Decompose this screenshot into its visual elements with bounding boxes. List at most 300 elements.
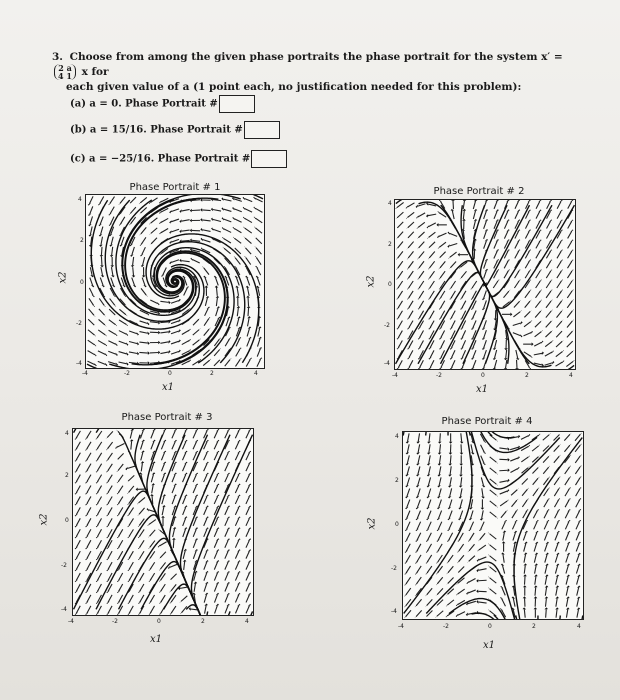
field-arrow <box>204 562 207 570</box>
field-arrow-head <box>438 442 442 444</box>
field-arrow <box>108 362 116 365</box>
field-arrow <box>161 584 166 591</box>
field-arrow <box>565 489 569 496</box>
trajectory-curve <box>74 491 203 615</box>
field-arrow <box>408 242 413 248</box>
field-arrow <box>193 551 196 559</box>
field-arrow <box>117 444 125 448</box>
field-arrow <box>171 229 179 232</box>
field-arrow <box>204 319 209 326</box>
field-arrow <box>504 211 507 219</box>
field-arrow-head <box>502 541 506 543</box>
field-arrow <box>557 311 562 318</box>
field-arrow <box>192 259 200 263</box>
field-arrow <box>567 261 571 268</box>
field-arrow-head <box>106 436 109 439</box>
field-arrow <box>554 500 558 507</box>
field-arrow <box>213 200 221 201</box>
field-arrow <box>101 267 103 275</box>
field-arrow <box>577 587 579 595</box>
field-arrow <box>202 220 210 221</box>
p1-ytick-m4: -4 <box>76 360 82 367</box>
field-arrow <box>225 529 228 537</box>
field-arrow <box>438 533 442 540</box>
field-arrow <box>418 433 419 441</box>
field-arrow <box>567 291 572 298</box>
field-arrow <box>398 340 402 347</box>
field-arrow-head <box>534 585 538 587</box>
field-arrow <box>502 599 506 607</box>
field-arrow-head <box>566 596 570 598</box>
field-arrow <box>118 453 124 459</box>
field-arrow <box>547 221 551 228</box>
field-arrow <box>141 227 146 233</box>
field-arrow <box>98 330 105 335</box>
field-arrow <box>576 489 580 496</box>
field-arrow <box>101 247 102 255</box>
field-arrow <box>409 291 414 298</box>
field-arrow <box>448 566 453 572</box>
field-arrow <box>119 540 123 547</box>
field-arrow <box>245 218 252 222</box>
field-arrow <box>513 532 516 540</box>
field-arrow <box>76 584 80 591</box>
field-arrow <box>225 562 228 570</box>
field-arrow <box>535 332 542 337</box>
field-arrow <box>555 522 558 530</box>
field-arrow <box>172 485 175 493</box>
field-arrow <box>159 542 166 546</box>
field-arrow <box>151 474 153 482</box>
field-arrow <box>428 511 431 519</box>
field-arrow <box>532 446 539 451</box>
field-arrow <box>141 463 142 471</box>
field-arrow <box>246 507 250 515</box>
field-arrow <box>484 350 487 358</box>
field-arrow <box>183 496 186 504</box>
field-arrow <box>490 479 497 484</box>
field-arrow <box>535 291 540 298</box>
field-arrow <box>108 507 112 514</box>
field-arrow <box>484 300 487 308</box>
field-arrow <box>76 475 80 482</box>
field-arrow <box>87 453 91 460</box>
field-arrow <box>566 576 568 584</box>
field-arrow <box>171 341 179 344</box>
field-arrow <box>543 456 549 462</box>
field-arrow <box>407 511 410 519</box>
field-arrow <box>469 544 474 550</box>
field-arrow <box>546 301 551 308</box>
p4-ytick-4: 4 <box>395 433 399 440</box>
field-arrow <box>567 351 573 357</box>
field-arrow <box>225 474 229 482</box>
p1-xtick-0: 0 <box>168 370 172 377</box>
field-arrow <box>484 330 487 338</box>
field-arrow <box>129 606 133 613</box>
field-arrow <box>407 455 409 463</box>
field-arrow <box>246 359 250 366</box>
field-arrow <box>129 486 134 493</box>
field-arrow <box>204 329 209 335</box>
field-arrow <box>143 257 145 265</box>
field-arrow <box>495 350 497 358</box>
portrait-4-title: Phase Portrait # 4 <box>441 416 533 427</box>
field-arrow <box>119 584 123 591</box>
field-arrow <box>494 251 497 259</box>
p3-ytick-0: 0 <box>65 517 69 524</box>
field-arrow <box>398 331 402 338</box>
field-arrow <box>225 360 230 367</box>
field-arrow <box>398 241 403 247</box>
field-arrow <box>97 464 101 471</box>
field-arrow <box>419 331 423 338</box>
field-arrow <box>556 331 562 337</box>
field-arrow <box>419 301 423 308</box>
field-arrow <box>141 452 143 460</box>
field-arrow <box>546 281 551 288</box>
part-a-label: (a) a = 0. Phase Portrait # <box>70 98 218 110</box>
field-arrow <box>258 288 260 296</box>
field-arrow-head <box>406 226 409 229</box>
field-arrow <box>555 533 558 541</box>
field-arrow <box>160 562 165 569</box>
field-arrow <box>544 522 547 530</box>
field-arrow <box>524 609 525 617</box>
field-arrow-head <box>198 318 201 321</box>
field-arrow <box>76 453 80 460</box>
field-arrow <box>524 322 531 327</box>
field-arrow <box>139 332 147 334</box>
field-arrow <box>214 573 217 581</box>
trajectory-curve <box>191 435 252 615</box>
field-arrow <box>490 435 497 440</box>
field-arrow <box>577 576 579 584</box>
field-arrow <box>545 565 547 573</box>
field-arrow <box>457 612 465 616</box>
field-arrow <box>182 341 189 345</box>
field-arrow <box>214 431 218 439</box>
field-arrow-head <box>194 582 198 584</box>
field-arrow <box>235 584 238 592</box>
field-arrow <box>129 595 133 602</box>
field-arrow <box>256 238 262 244</box>
field-arrow-head <box>151 483 155 485</box>
field-arrow <box>473 311 476 319</box>
field-arrow <box>119 309 125 314</box>
p4-xtick-m4: -4 <box>398 623 404 630</box>
field-arrow <box>192 240 200 241</box>
field-arrow <box>193 496 196 504</box>
field-arrow <box>202 230 210 232</box>
field-arrow <box>97 475 101 482</box>
field-arrow <box>429 242 435 248</box>
field-arrow <box>246 258 251 265</box>
field-arrow-head <box>246 296 250 298</box>
field-arrow <box>535 301 540 308</box>
field-arrow <box>437 611 443 617</box>
field-arrow-head <box>116 458 119 461</box>
field-arrow <box>183 551 185 559</box>
field-arrow <box>428 488 431 496</box>
field-arrow <box>556 362 563 366</box>
field-arrow <box>151 431 154 439</box>
question-line1-end: x for <box>81 66 109 78</box>
trajectory-curve <box>485 432 492 436</box>
field-arrow <box>397 222 403 228</box>
field-arrow <box>140 431 143 439</box>
field-arrow <box>515 251 519 258</box>
field-arrow <box>140 197 146 202</box>
field-arrow <box>132 278 135 286</box>
field-arrow <box>257 359 261 367</box>
field-arrow <box>120 197 125 204</box>
field-arrow <box>439 500 442 508</box>
field-arrow <box>567 271 572 278</box>
field-arrow <box>109 330 116 334</box>
field-arrow <box>214 442 218 450</box>
field-arrow <box>556 352 563 357</box>
field-arrow <box>214 551 217 559</box>
field-arrow <box>76 551 80 558</box>
field-arrow <box>97 518 101 525</box>
field-arrow <box>534 353 542 355</box>
field-arrow <box>108 464 113 471</box>
field-arrow <box>502 522 505 530</box>
field-arrow <box>171 219 179 222</box>
field-arrow <box>506 350 507 358</box>
field-arrow <box>193 330 199 336</box>
field-arrow <box>88 351 95 355</box>
field-arrow <box>119 551 123 558</box>
field-arrow <box>139 342 147 343</box>
field-arrow <box>557 241 561 248</box>
field-arrow <box>566 565 568 573</box>
field-arrow <box>161 218 168 222</box>
field-arrow <box>484 221 487 229</box>
field-arrow <box>449 499 452 507</box>
p2-ytick-4: 4 <box>388 200 392 207</box>
field-arrow <box>235 442 239 450</box>
p1-ytick-m2: -2 <box>76 320 82 327</box>
field-arrow-head <box>577 607 581 609</box>
field-arrow <box>149 520 156 525</box>
field-arrow <box>89 196 93 204</box>
field-arrow <box>193 540 196 548</box>
field-arrow <box>204 551 207 559</box>
p3-xtick-0: 0 <box>157 618 161 625</box>
field-arrow-head <box>459 496 463 498</box>
field-arrow <box>419 251 424 257</box>
field-arrow <box>139 352 147 353</box>
field-arrow <box>532 467 538 473</box>
field-arrow <box>171 351 179 354</box>
field-arrow-head <box>561 340 564 343</box>
field-arrow <box>515 271 519 278</box>
field-arrow <box>418 222 425 227</box>
field-arrow <box>162 474 165 482</box>
field-arrow <box>108 497 112 504</box>
matrix-r1c2: a <box>66 63 72 73</box>
field-arrow <box>171 331 179 334</box>
field-arrow <box>469 556 475 562</box>
field-arrow <box>248 308 249 316</box>
field-arrow-head <box>150 494 154 496</box>
field-arrow <box>205 308 209 316</box>
field-arrow-head <box>190 219 192 223</box>
field-arrow-head <box>545 585 549 587</box>
field-arrow <box>407 489 410 497</box>
field-arrow <box>88 340 95 345</box>
field-arrow-head <box>141 461 145 463</box>
field-arrow <box>577 609 579 617</box>
field-arrow <box>133 267 134 275</box>
portrait-4-vector-field <box>403 432 583 619</box>
field-arrow <box>119 352 127 354</box>
matrix-r2c1: 4 <box>58 71 64 81</box>
field-arrow <box>458 589 465 594</box>
part-c-label: (c) a = −25/16. Phase Portrait # <box>70 153 251 165</box>
field-arrow <box>493 281 498 288</box>
field-arrow <box>204 507 207 515</box>
field-arrow-head <box>481 496 485 498</box>
portrait-4-field <box>402 431 584 620</box>
field-arrow <box>536 251 540 258</box>
field-arrow <box>398 251 403 258</box>
field-arrow <box>90 227 92 235</box>
field-arrow <box>223 219 231 222</box>
field-arrow <box>418 232 424 238</box>
field-arrow <box>535 576 536 584</box>
field-arrow <box>543 435 549 441</box>
p4-ylabel: x2 <box>366 517 378 530</box>
field-arrow-head <box>481 508 485 510</box>
field-arrow-head <box>448 485 452 487</box>
field-arrow <box>482 488 483 496</box>
field-arrow <box>130 430 132 438</box>
field-arrow <box>76 518 80 525</box>
field-arrow <box>429 455 431 463</box>
field-arrow <box>182 330 189 334</box>
field-arrow <box>417 533 421 541</box>
trajectory-curve <box>206 611 207 615</box>
field-arrow <box>406 588 411 595</box>
question-number: 3. <box>52 51 63 63</box>
field-arrow <box>566 587 568 595</box>
field-arrow-head <box>460 441 464 443</box>
portrait-1-field <box>85 194 265 369</box>
field-arrow <box>245 248 251 254</box>
field-arrow <box>490 534 497 539</box>
portrait-1-vector-field <box>86 195 264 368</box>
field-arrow <box>119 595 123 602</box>
field-arrow <box>100 217 103 225</box>
part-c <box>70 150 287 168</box>
field-arrow <box>407 477 410 485</box>
field-arrow <box>163 268 167 276</box>
field-arrow <box>514 281 519 288</box>
field-arrow <box>535 321 541 327</box>
field-arrow <box>479 557 487 560</box>
trajectory-curve <box>249 611 252 615</box>
field-arrow <box>449 233 457 236</box>
field-arrow <box>397 212 403 218</box>
field-arrow <box>205 298 207 306</box>
question-line1: Choose from among the given phase portraits the phase portrait for the system x′ = <box>69 51 563 63</box>
answer-box-c[interactable] <box>251 150 287 168</box>
field-arrow-head <box>136 488 138 492</box>
p1-xtick-m4: -4 <box>82 370 88 377</box>
field-arrow <box>246 606 249 614</box>
field-arrow <box>141 441 144 449</box>
field-arrow <box>214 562 217 570</box>
field-arrow <box>181 261 189 262</box>
field-arrow <box>87 584 91 591</box>
field-arrow <box>160 352 168 354</box>
field-arrow <box>171 239 179 242</box>
field-arrow <box>439 488 441 496</box>
field-arrow <box>575 478 579 485</box>
field-arrow <box>87 551 91 558</box>
field-arrow <box>512 522 515 530</box>
field-arrow <box>162 507 164 515</box>
p1-xtick-4: 4 <box>254 370 258 377</box>
field-arrow <box>471 444 473 452</box>
field-arrow-head <box>190 229 192 233</box>
field-arrow-head <box>204 603 208 605</box>
field-arrow <box>418 213 425 217</box>
field-arrow <box>234 219 242 223</box>
field-arrow <box>235 595 238 603</box>
field-arrow <box>503 565 505 573</box>
field-arrow <box>151 228 157 234</box>
field-arrow <box>417 544 421 551</box>
portrait-2-vector-field <box>395 200 575 369</box>
field-arrow-head <box>425 604 428 607</box>
field-arrow <box>97 431 102 438</box>
field-arrow <box>428 533 432 540</box>
field-arrow <box>76 529 80 536</box>
field-arrow <box>567 341 573 347</box>
field-arrow <box>554 489 558 496</box>
p2-xtick-m2: -2 <box>436 372 442 379</box>
field-arrow-head <box>190 209 192 213</box>
field-arrow <box>214 529 217 537</box>
field-arrow-head <box>556 585 560 587</box>
field-arrow <box>214 474 217 482</box>
field-arrow <box>225 463 229 471</box>
field-arrow <box>471 499 473 507</box>
answer-box-b[interactable] <box>244 121 280 139</box>
field-arrow <box>473 360 476 368</box>
field-arrow-head <box>448 464 452 466</box>
portrait-2-title: Phase Portrait # 2 <box>433 186 525 197</box>
field-arrow <box>439 242 446 247</box>
field-arrow <box>575 456 580 463</box>
field-arrow <box>76 486 80 493</box>
p3-ytick-m4: -4 <box>61 606 67 613</box>
answer-box-a[interactable] <box>219 95 255 113</box>
field-arrow <box>215 278 218 286</box>
field-arrow <box>225 507 228 515</box>
field-arrow <box>216 298 217 306</box>
field-arrow <box>234 209 242 212</box>
field-arrow <box>515 241 519 248</box>
field-arrow <box>525 231 529 238</box>
field-arrow <box>427 599 433 605</box>
p4-ytick-m4: -4 <box>391 608 397 615</box>
field-arrow <box>504 291 509 297</box>
